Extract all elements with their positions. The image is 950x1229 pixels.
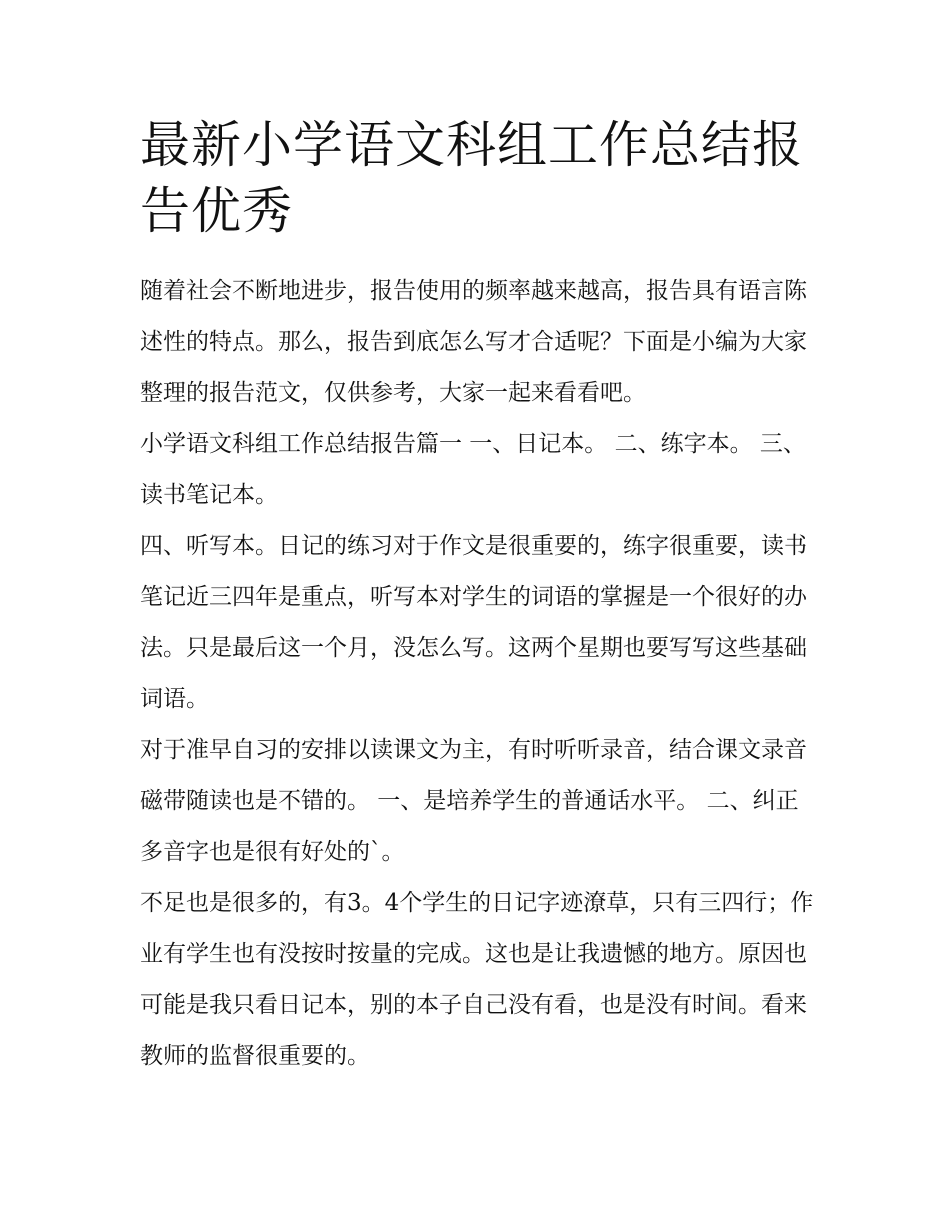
dictation-paragraph: 四、听写本。日记的练习对于作文是很重要的，练字很重要，读书笔记近三四年是重点，听写本对学生的词语的掌握是一个很好的办法。只是最后这一个月，没怎么写。这两个星期也要写写这些基础词语。 [140,533,807,712]
morning-reading-paragraph: 对于准早自习的安排以读课文为主，有时听听录音，结合课文录音磁带随读也是不错的。 一、是培养学生的普通话水平。 二、纠正多音字也是很有好处的`。 [140,737,807,865]
shortcomings-paragraph: 不足也是很多的，有3。4个学生的日记字迹潦草，只有三四行；作业有学生也有没按时按量的完成。这也是让我遗憾的地方。原因也可能是我只看日记本，别的本子自己没有看，也是没有时间。看来教师的监督很重要的。 [140,890,814,1069]
document-body [140,112,820,1082]
section-one-paragraph: 小学语文科组工作总结报告篇一 一、日记本。 二、练字本。 三、读书笔记本。 [140,431,806,508]
intro-paragraph: 随着社会不断地进步，报告使用的频率越来越高，报告具有语言陈述性的特点。那么，报告到底怎么写才合适呢？下面是小编为大家整理的报告范文，仅供参考，大家一起来看看吧。 [140,278,807,406]
document-title: 最新小学语文科组工作总结报告优秀 [140,116,803,240]
